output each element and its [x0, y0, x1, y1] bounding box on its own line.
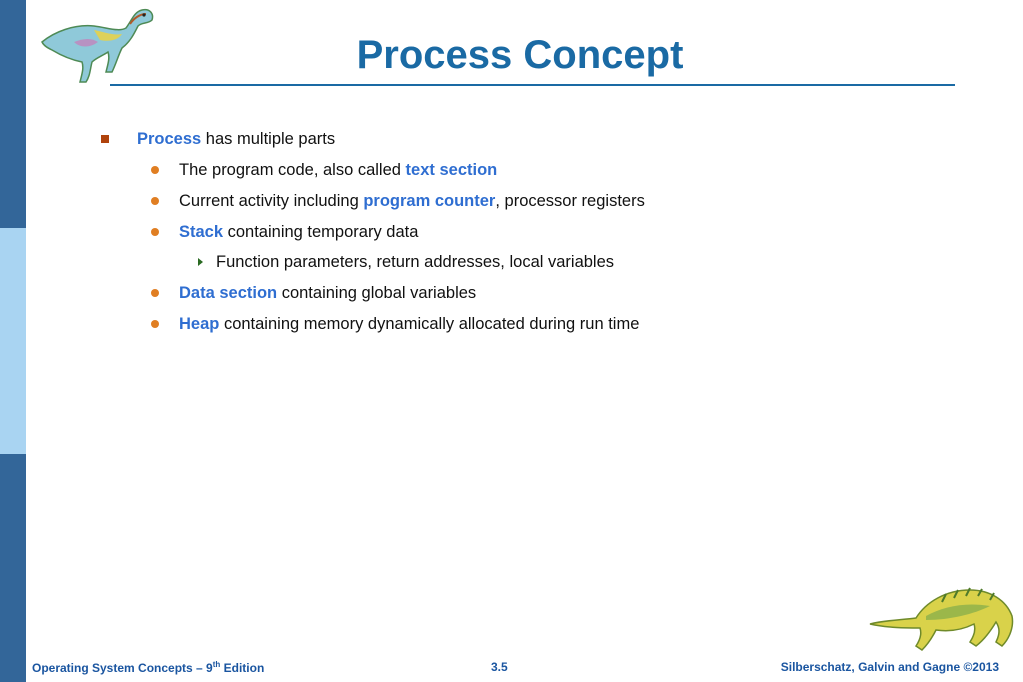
bullet-text: Current activity including [179, 192, 364, 210]
bullet-text-section [179, 160, 497, 180]
bullet-process [137, 129, 335, 149]
bullet-highlight: text section [405, 161, 498, 179]
bullet-dot-icon [151, 320, 159, 328]
bullet-dot-icon [151, 197, 159, 205]
bullet-text: The program code, also called [179, 161, 406, 179]
dinosaur-bottom-icon [866, 580, 1016, 658]
bullet-function-parameters [216, 252, 614, 272]
footer-book-title [32, 660, 264, 675]
accent-bar-top-segment [0, 0, 26, 228]
bullet-heap [179, 314, 639, 334]
slide-title: Process Concept [356, 33, 684, 77]
footer-title-superscript: th [212, 660, 221, 669]
bullet-square-icon [101, 135, 109, 143]
bullet-highlight: Process [137, 130, 202, 148]
bullet-dot-icon [151, 166, 159, 174]
bullet-text: containing memory dynamically allocated during run time [219, 315, 640, 333]
bullet-text: Function parameters, return addresses, local variables [216, 253, 615, 271]
bullet-data-section [179, 283, 476, 303]
bullet-program-counter [179, 191, 645, 211]
dinosaur-top-icon [34, 2, 160, 86]
bullet-stack [179, 222, 418, 242]
bullet-text: containing temporary data [223, 223, 419, 241]
accent-bar-bottom-segment [0, 454, 26, 682]
bullet-highlight: program counter [363, 192, 496, 210]
bullet-text: has multiple parts [201, 130, 336, 148]
footer-authors: Silberschatz, Galvin and Gagne ©2013 [780, 660, 999, 674]
footer-slide-number: 3.5 [491, 660, 508, 674]
bullet-triangle-icon [198, 258, 203, 266]
bullet-highlight: Stack [179, 223, 224, 241]
bullet-highlight: Data section [179, 284, 278, 302]
left-accent-bar [0, 0, 26, 682]
bullet-highlight: Heap [179, 315, 220, 333]
bullet-text: containing global variables [277, 284, 477, 302]
title-divider [110, 84, 955, 86]
footer-title-main: Operating System Concepts – 9 [32, 661, 213, 675]
bullet-dot-icon [151, 289, 159, 297]
accent-bar-middle-segment [0, 228, 26, 454]
bullet-text: , processor registers [495, 192, 645, 210]
footer-title-tail: Edition [220, 661, 265, 675]
bullet-dot-icon [151, 228, 159, 236]
